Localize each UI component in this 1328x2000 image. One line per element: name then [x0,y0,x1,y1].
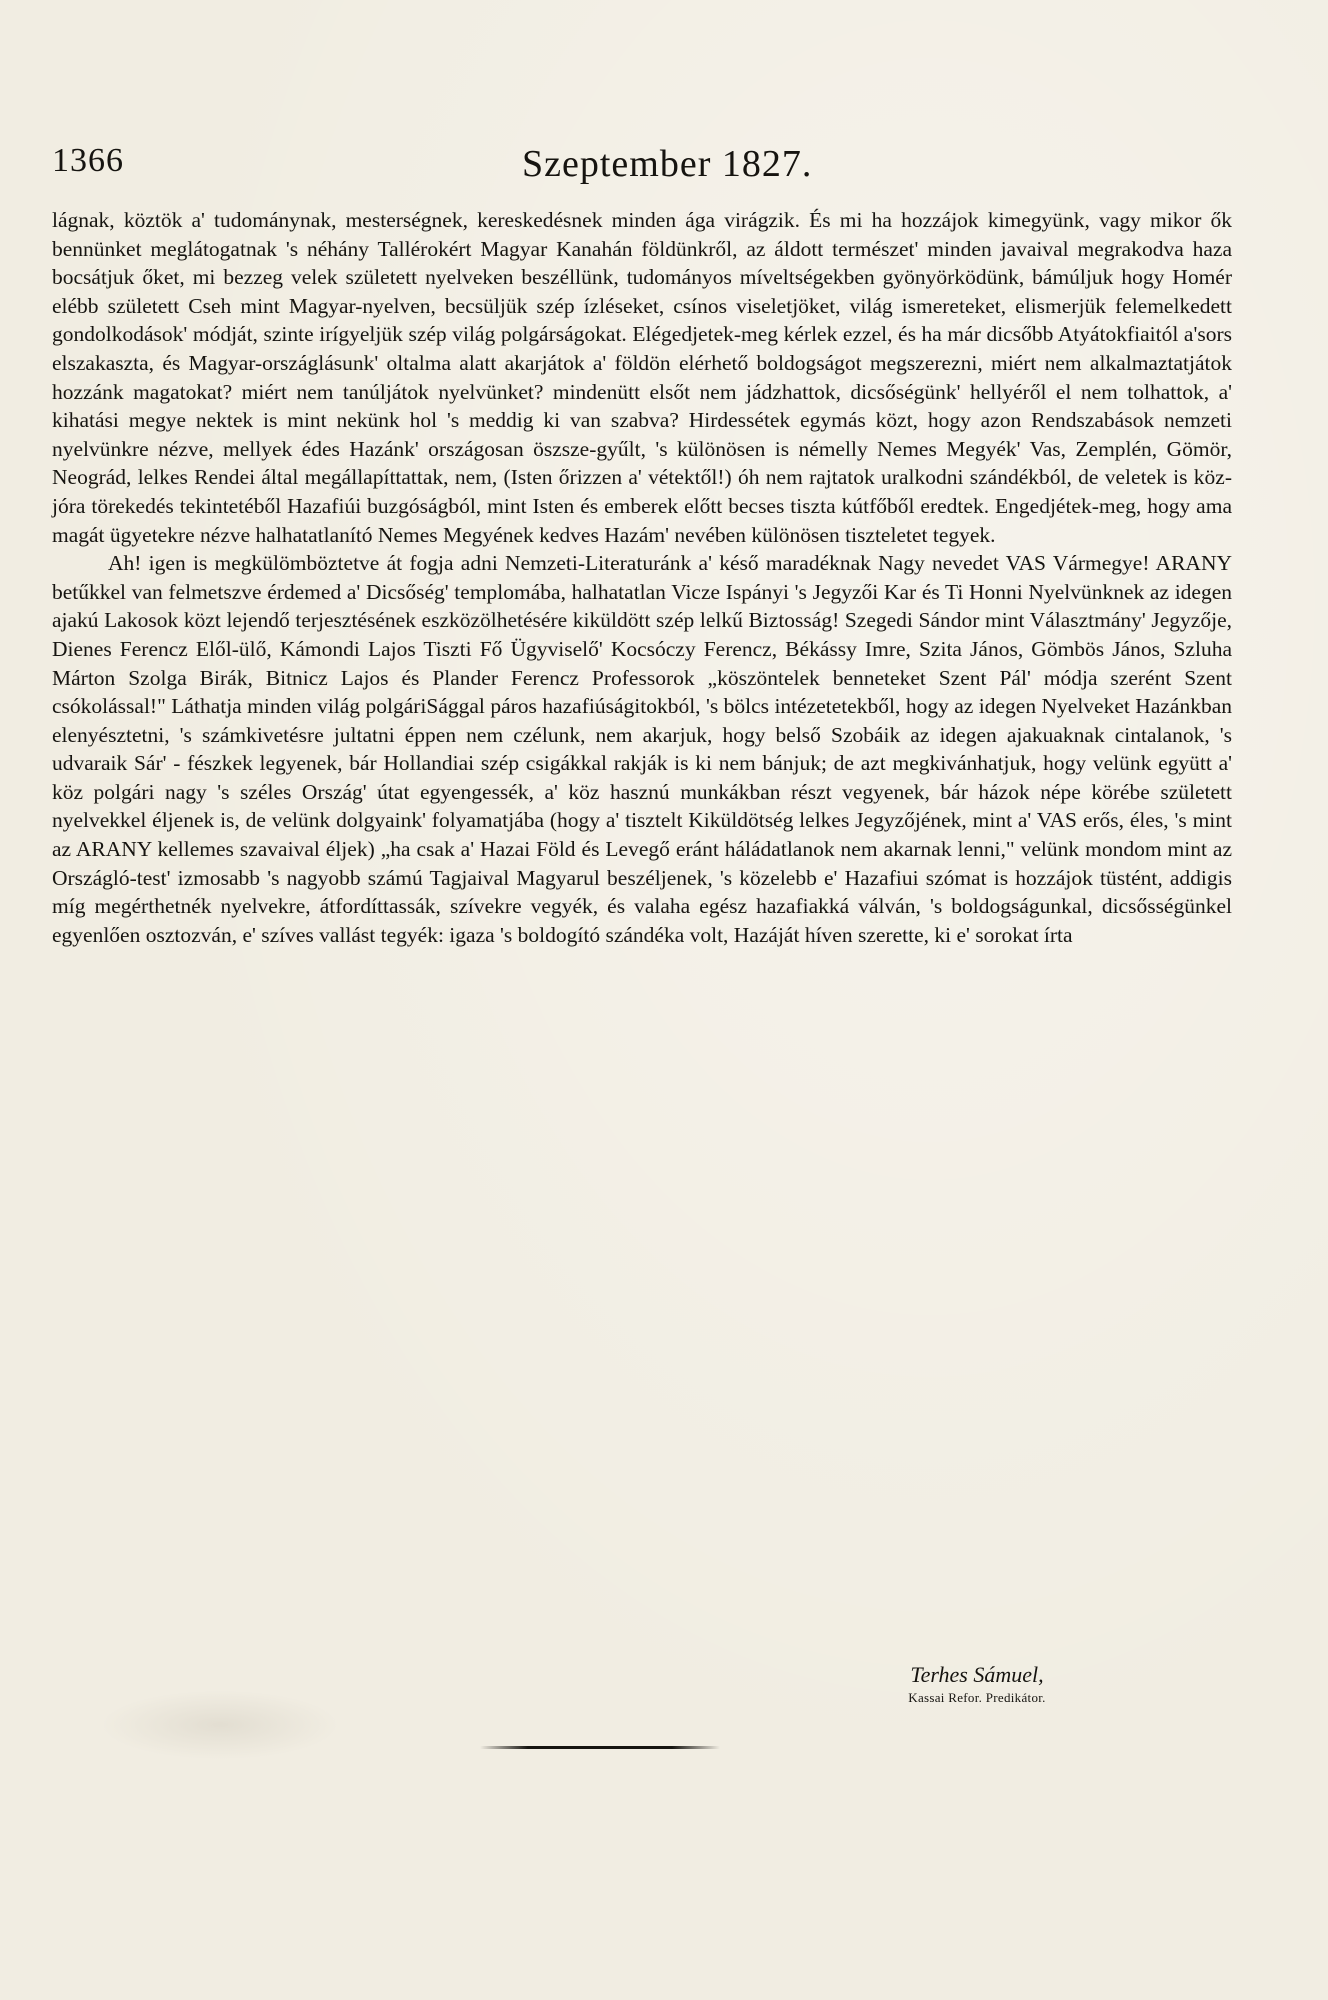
page-header [52,142,1232,186]
page-number: 1366 [52,142,124,179]
end-rule [480,1746,720,1749]
paper-smudge [100,1690,340,1760]
signature-block [812,1662,1142,1706]
body-text [52,206,1232,949]
signature-name: Terhes Sámuel, [910,1662,1044,1687]
paragraph-1: lágnak, köztök a' tudománynak, mesterségnek, kereskedésnek minden ága virágzik. És mi ha hozzájok kimegyünk, vagy mikor ők bennünket meglátogatnak 's néhány Tallérokért Magyar Kanahán földünkről, az áldott természet' minden javaival megrakodva haza bocsátjuk őket, mi bezzeg velek született nyelveken beszéllünk, tudományos míveltségekben gyönyörködünk, bámúljuk hogy Homér elébb született Cseh mint Magyar-nyelven, becsüljük szép ízléseket, csínos viseletjöket, világ ismereteket, elismerjük felemelkedett gondolkodások' módját, szinte irígyeljük szép világ polgárságokat. Elégedjetek-meg kérlek ezzel, és ha már dicsőbb Atyátokfiaitól a'sors elszakaszta, és Magyar-országlásunk' oltalma alatt akarjátok a' földön elérhető boldogságot megszerezni, miért nem alkalmaztatjátok hozzánk magatokat? miért nem tanúljátok nyelvünket? mindenütt elsőt nem jádzhattok, dicsőségünk' hellyéről el nem tolhattok, a' kihatási megye nektek is mint nekünk hol 's meddig ki van szabva? Hirdessétek egymás közt, hogy azon Rendszabások nemzeti nyelvünkre nézve, mellyek édes Hazánk' országosan öszsze-gyűlt, 's különösen is némelly Nemes Megyék' Vas, Zemplén, Gömör, Neográd, lelkes Rendei által megállapíttattak, nem, (Isten őrizzen a' vétektől!) óh nem rajtatok uralkodni szándékból, de veletek is köz-jóra törekedés tekintetéből Hazafiúi buzgóságból, mint Isten és emberek előtt becses tiszta kútfőből eredtek. Engedjétek-meg, hogy ama magát ügyetekre nézve halhatatlanító Nemes Megyének kedves Hazám' nevében különösen tiszteletet tegyek. [52,208,1232,547]
paragraph-2: Ah! igen is megkülömböztetve át fogja adni Nemzeti-Literaturánk a' késő maradéknak Nagy nevedet VAS Vármegye! ARANY betűkkel van felmetszve érdemed a' Dicsőség' templomába, halhatatlan Vicze Ispányi 's Jegyzői Kar és Ti Honni Nyelvünknek az idegen ajakú Lakosok közt lejendő terjesztésének eszközölhetésére kiküldött szép lelkű Biztosság! Szegedi Sándor mint Választmány' Jegyzője, Dienes Ferencz Elől-ülő, Kámondi Lajos Tiszti Fő Ügyviselő' Kocsóczy Ferencz, Békássy Imre, Szita János, Gömbös János, Szluha Márton Szolga Birák, Bitnicz Lajos és Plander Ferencz Professorok „köszöntelek benneteket Szent Pál' módja szerént Szent csókolással!" Láthatja minden világ polgáriSággal páros hazafiúságitokból, 's bölcs intézetetekből, hogy az idegen Nyelveket Hazánkban elenyésztetni, 's számkivetésre jultatni éppen nem czélunk, nem akarjuk, hogy belső Szobáik az idegen ajakuaknak cintalanok, 's udvaraik Sár' - fészkek legyenek, bár Hollandiai szép csigákkal rakják is ki nem bánjuk; de azt megkivánhatjuk, hogy velünk együtt a' köz polgári nagy 's széles Ország' útat egyengessék, a' köz hasznú munkákban részt vegyenek, bár házok népe körébe született nyelvekkel éljenek is, de velünk dolgyaink' folyamatjába (hogy a' tisztelt Kiküldötség lelkes Jegyzőjének, mint a' VAS erős, éles, 's mint az ARANY kellemes szavaival éljek) „ha csak a' Hazai Föld és Levegő eránt háládatlanok nem akarnak lenni," velünk mondom mint az Országló-test' izmosabb 's nagyobb számú Tagjaival Magyarul beszéljenek, 's közelebb e' Hazafiui szómat is hozzájok tüstént, addigis míg megérthetnék nyelvekre, átfordíttassák, szívekre vegyék, és valaha egész hazafiakká válván, 's boldogságunkal, dicsősségünkel egyenlően osztozván, e' szíves vallást tegyék: igaza 's boldogító szándéka volt, Hazáját híven szerette, ki e' sorokat írta [52,551,1232,947]
signature-title: Kassai Refor. Predikátor. [908,1690,1046,1705]
running-title: Szeptember 1827. [522,143,813,185]
